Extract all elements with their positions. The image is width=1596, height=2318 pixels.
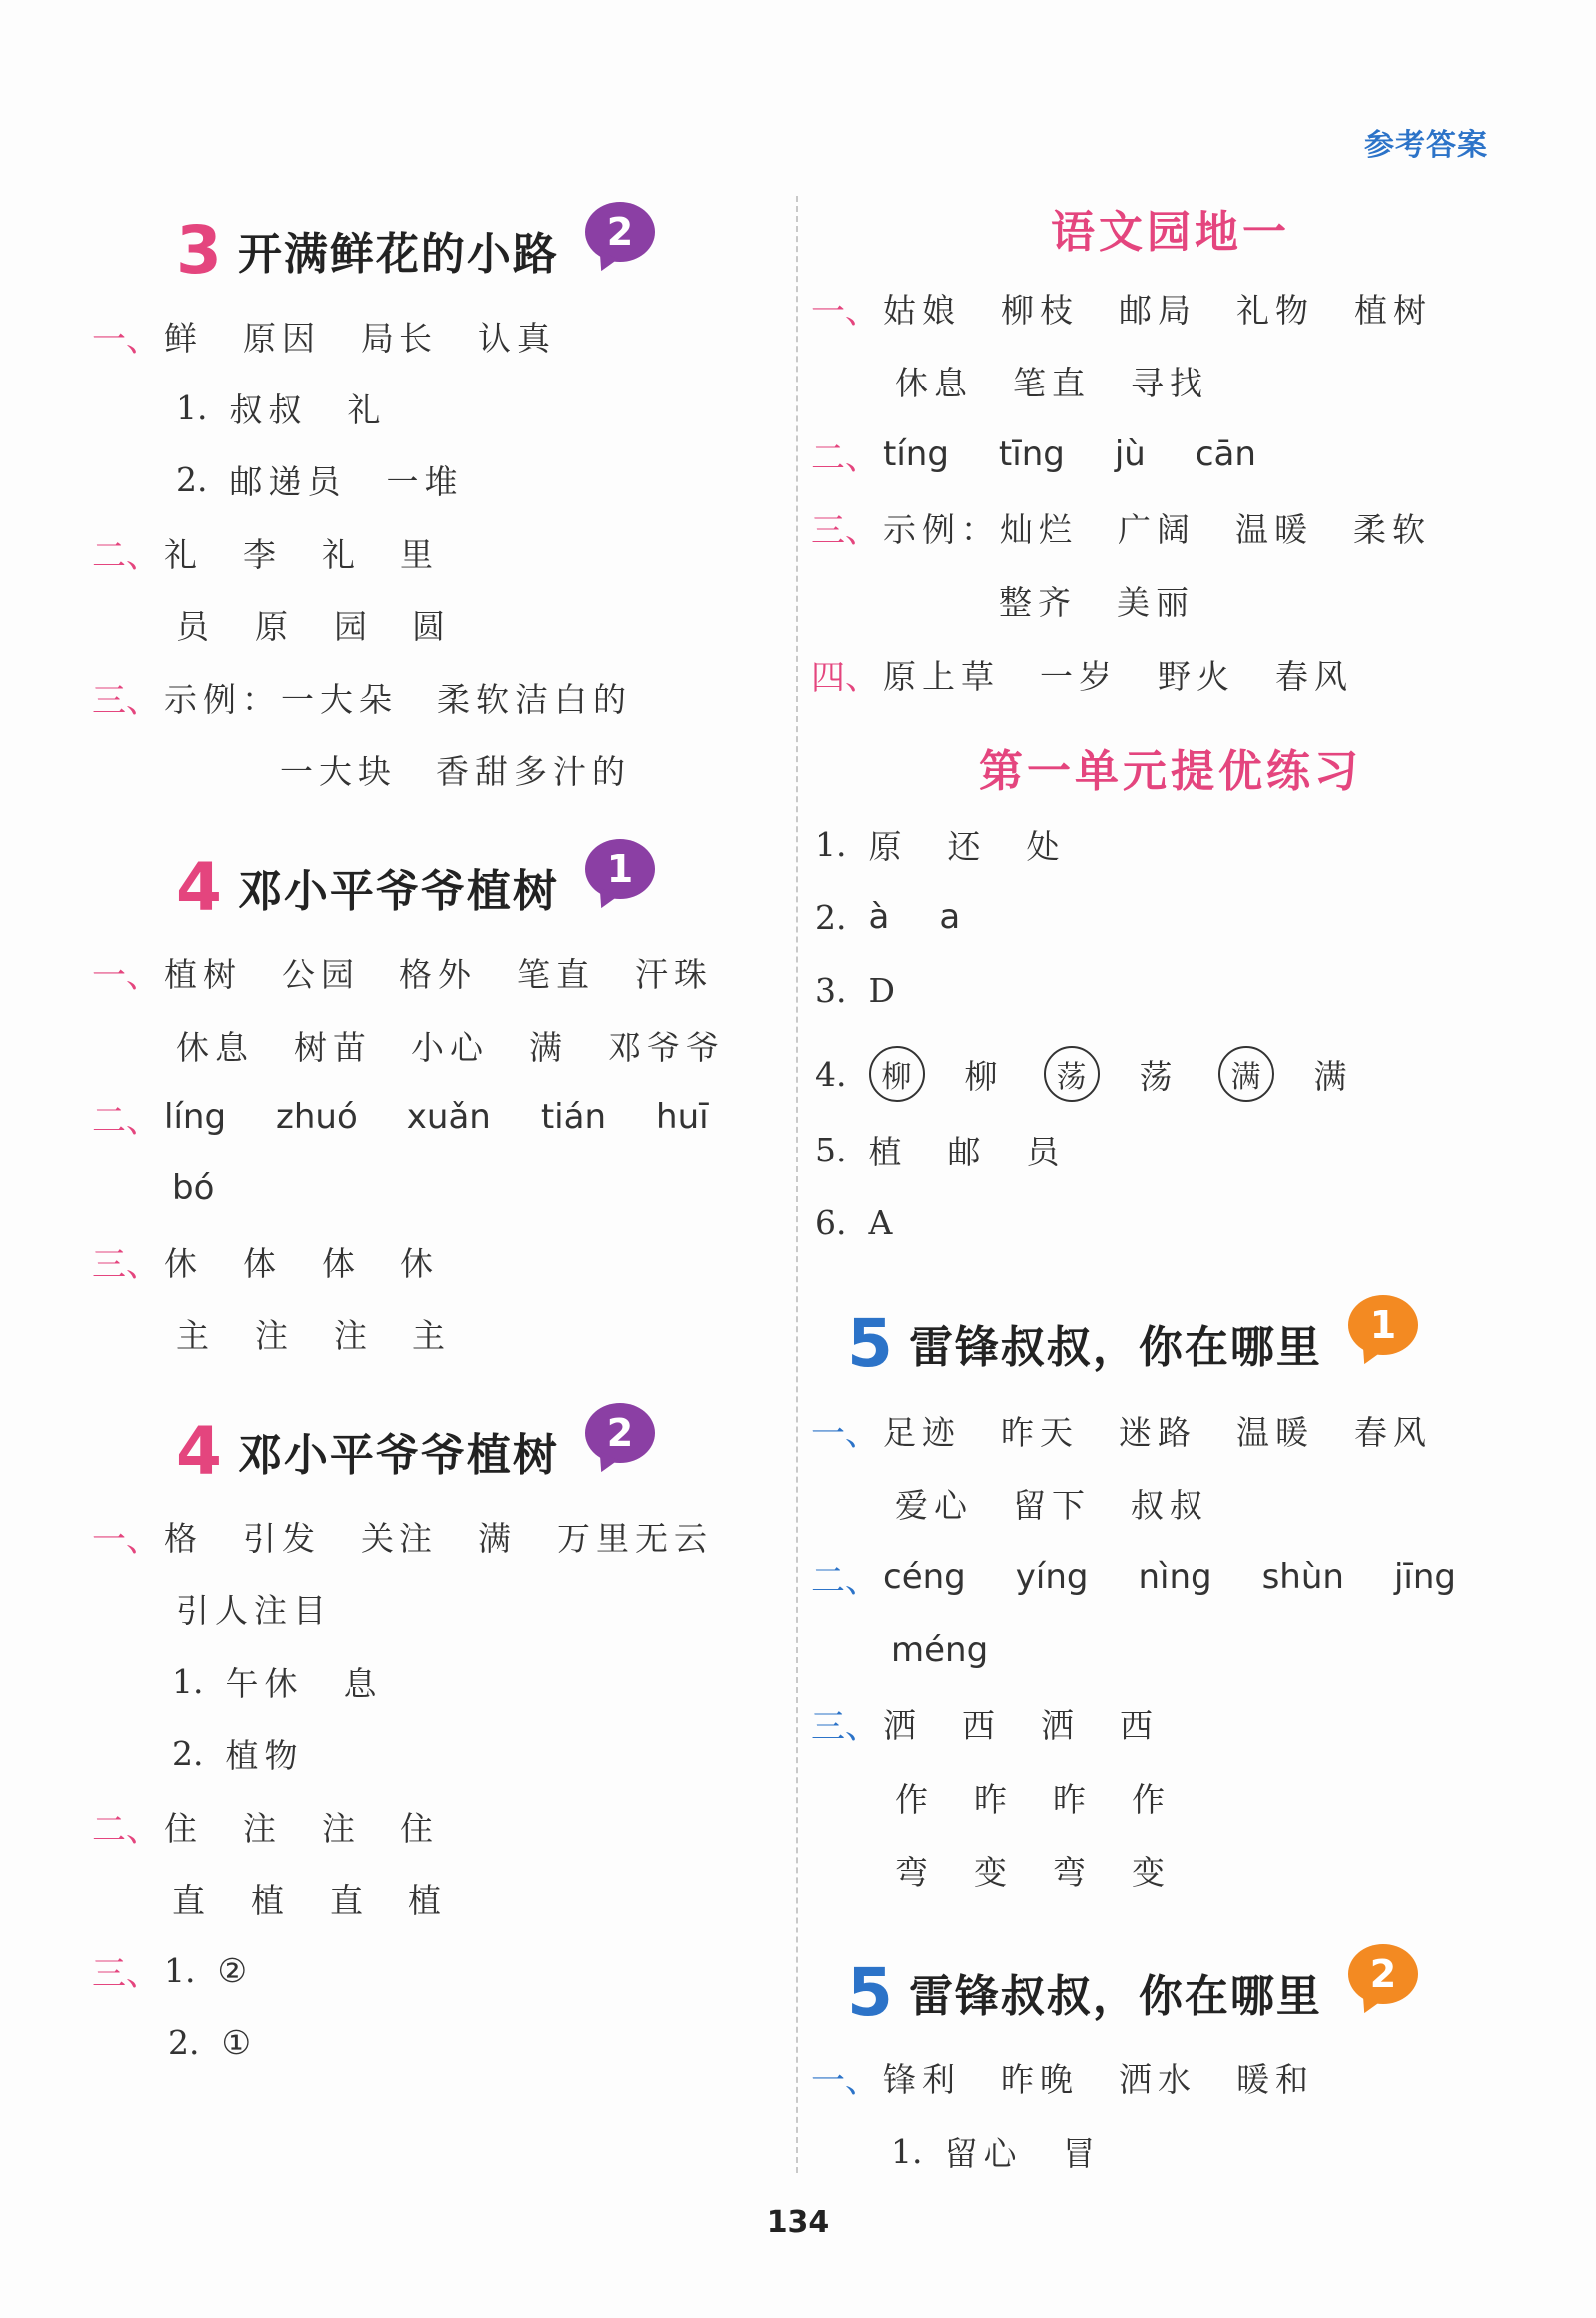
answer-item: 植树 bbox=[164, 954, 242, 994]
answer-item: 植树 bbox=[1354, 290, 1432, 330]
answer-item: 植 bbox=[251, 1880, 290, 1920]
pinyin-item: xuǎn bbox=[406, 1097, 491, 1137]
circled-character: 荡 bbox=[1044, 1046, 1100, 1102]
answer-item: 西 bbox=[962, 1705, 1001, 1745]
answer-item: 格 bbox=[164, 1518, 203, 1558]
answer-item: 局长 bbox=[361, 318, 438, 358]
pinyin-item: shùn bbox=[1261, 1557, 1344, 1597]
circled-character: 柳 bbox=[869, 1046, 925, 1102]
answer-item: 香甜多汁的 bbox=[436, 751, 631, 791]
answer-item: 引人注目 bbox=[176, 1590, 332, 1630]
answer-item: 万里无云 bbox=[557, 1518, 713, 1558]
pinyin-item: bó bbox=[172, 1168, 215, 1208]
lesson-title-4-2 bbox=[176, 1411, 655, 1491]
section-mark: 二、 bbox=[92, 1809, 160, 1850]
answer-row bbox=[92, 1511, 753, 1561]
answer-row bbox=[172, 1873, 487, 1923]
page-header-label: 参考答案 bbox=[1364, 128, 1488, 163]
lesson-number: 4 bbox=[176, 1412, 222, 1490]
answer-item: 体 bbox=[322, 1243, 361, 1283]
answer-item: A bbox=[868, 1202, 899, 1242]
answer-item: 昨晚 bbox=[1001, 2059, 1079, 2099]
answer-item: 礼 bbox=[347, 389, 387, 429]
answer-item: 认真 bbox=[478, 318, 556, 358]
answer-item: 笔直 bbox=[1013, 363, 1091, 402]
answer-row bbox=[815, 819, 1106, 869]
answer-item: 一岁 bbox=[1040, 656, 1118, 696]
answer-item: 邮递员 bbox=[229, 461, 347, 501]
answer-row bbox=[92, 1092, 759, 1142]
answer-item: 直 bbox=[172, 1880, 211, 1920]
pinyin-item: cān bbox=[1195, 434, 1256, 474]
lesson-number: 4 bbox=[176, 848, 222, 926]
answer-item: 变 bbox=[1132, 1852, 1171, 1892]
answer-item: 留下 bbox=[1013, 1485, 1091, 1525]
answer-item: 原因 bbox=[243, 318, 321, 358]
answer-item: 洒 bbox=[1041, 1705, 1080, 1745]
answer-item: 笔直 bbox=[517, 954, 595, 994]
section-mark: 四、 bbox=[811, 657, 879, 698]
answer-item: 满 bbox=[1313, 1056, 1353, 1096]
answer-item: 圆 bbox=[412, 606, 451, 646]
section-mark: 一、 bbox=[92, 1519, 160, 1560]
answer-item: 员 bbox=[1026, 1132, 1066, 1171]
item-number: 6. bbox=[815, 1202, 847, 1242]
answer-item: 注 bbox=[255, 1315, 294, 1355]
answer-item: 原 bbox=[868, 826, 908, 866]
answer-item: 柳 bbox=[964, 1056, 1004, 1096]
answer-item: 昨天 bbox=[1001, 1412, 1079, 1452]
answer-row bbox=[895, 356, 1248, 405]
level-badge: 2 bbox=[585, 1403, 655, 1463]
answer-item: 休息 bbox=[895, 363, 973, 402]
section-mark: 三、 bbox=[92, 1244, 160, 1285]
section-mark: 一、 bbox=[811, 291, 879, 332]
answer-item: 植物 bbox=[225, 1735, 304, 1775]
answer-row bbox=[891, 2126, 1142, 2176]
item-number: 4. bbox=[815, 1054, 847, 1094]
answer-item: 西 bbox=[1120, 1705, 1159, 1745]
answer-item: 体 bbox=[243, 1243, 282, 1283]
answer-row bbox=[92, 1945, 293, 1995]
pinyin-item: jù bbox=[1114, 434, 1146, 474]
answer-item: 直 bbox=[330, 1880, 369, 1920]
answer-row bbox=[811, 502, 1471, 552]
answer-row bbox=[92, 1801, 479, 1851]
lesson-title-5-1 bbox=[847, 1303, 1418, 1383]
answer-item: 格外 bbox=[399, 954, 477, 994]
answer-item: 员 bbox=[176, 606, 215, 646]
answer-item: 休 bbox=[400, 1243, 439, 1283]
pinyin-item: líng bbox=[164, 1097, 227, 1137]
answer-item: 主 bbox=[176, 1315, 215, 1355]
answer-item: 昨 bbox=[1053, 1779, 1092, 1819]
answer-row bbox=[176, 1020, 765, 1070]
item-number: 3. bbox=[815, 970, 847, 1010]
answer-row bbox=[815, 1125, 1106, 1174]
answer-item: 春风 bbox=[1275, 656, 1353, 696]
answer-row bbox=[280, 744, 671, 794]
level-badge: 2 bbox=[585, 202, 655, 262]
answer-item: 柔软洁白的 bbox=[437, 679, 632, 719]
answer-item: 足迹 bbox=[883, 1412, 961, 1452]
section-mark: 三、 bbox=[92, 1953, 160, 1994]
answer-item: 一堆 bbox=[386, 461, 464, 501]
answer-item: 昨 bbox=[974, 1779, 1013, 1819]
answer-row bbox=[176, 1308, 491, 1358]
answer-item: 广阔 bbox=[1118, 509, 1196, 549]
answer-item: 暖和 bbox=[1236, 2059, 1314, 2099]
item-number: 2. bbox=[168, 2022, 200, 2062]
pinyin-item: méng bbox=[891, 1630, 989, 1670]
pinyin-item: zhuó bbox=[276, 1097, 358, 1137]
answer-item: 柔软 bbox=[1353, 509, 1431, 549]
answer-item: 公园 bbox=[282, 954, 360, 994]
answer-row bbox=[811, 2052, 1354, 2102]
section-mark: 二、 bbox=[92, 535, 160, 576]
section-mark: 二、 bbox=[92, 1100, 160, 1141]
answer-item: 邓爷爷 bbox=[608, 1027, 725, 1067]
level-badge: 2 bbox=[1348, 1944, 1418, 2004]
answer-item: D bbox=[868, 970, 901, 1010]
answer-row bbox=[176, 383, 426, 432]
item-number: 1. bbox=[164, 1950, 196, 1990]
answer-item: 注 bbox=[322, 1808, 361, 1848]
section-mark: 一、 bbox=[92, 955, 160, 996]
section-title-unit: 第一单元提优练习 bbox=[979, 746, 1362, 797]
item-number: 2. bbox=[172, 1733, 204, 1773]
pinyin-item: tián bbox=[540, 1097, 607, 1137]
pinyin-item: a bbox=[939, 897, 961, 937]
answer-item: 洒水 bbox=[1119, 2059, 1197, 2099]
answer-item: 温暖 bbox=[1235, 509, 1313, 549]
section-mark: 一、 bbox=[92, 319, 160, 360]
answer-item: 礼 bbox=[164, 534, 203, 574]
answer-item: 原 bbox=[255, 606, 294, 646]
answer-item: 邮局 bbox=[1119, 290, 1197, 330]
answer-item: 里 bbox=[400, 534, 439, 574]
answer-item: 午休 bbox=[225, 1663, 304, 1703]
answer-row bbox=[92, 1236, 479, 1286]
item-number: 2. bbox=[176, 459, 208, 499]
answer-item: 姑娘 bbox=[883, 290, 961, 330]
answer-row bbox=[811, 283, 1472, 333]
section-mark: 一、 bbox=[811, 2060, 879, 2101]
answer-item: 柳枝 bbox=[1001, 290, 1079, 330]
answer-row bbox=[999, 575, 1234, 625]
answer-item: 注 bbox=[334, 1315, 373, 1355]
lesson-number: 3 bbox=[176, 211, 222, 289]
answer-item: ① bbox=[221, 2022, 258, 2062]
page-number: 134 bbox=[766, 2205, 830, 2240]
answer-item: 一大块 bbox=[280, 751, 397, 791]
answer-item: 小心 bbox=[411, 1027, 489, 1067]
answer-item: 爱心 bbox=[895, 1485, 973, 1525]
answer-row bbox=[811, 649, 1393, 699]
answer-item: 礼 bbox=[322, 534, 361, 574]
answer-item: 示例：一大朵 bbox=[164, 679, 398, 719]
answer-row bbox=[815, 892, 1010, 942]
pinyin-item: yíng bbox=[1015, 1557, 1089, 1597]
lesson-number: 5 bbox=[847, 1304, 893, 1382]
lesson-name: 邓小平爷爷植树 bbox=[237, 1430, 559, 1481]
answer-item: 住 bbox=[164, 1808, 203, 1848]
answer-item: 树苗 bbox=[294, 1027, 372, 1067]
answer-item: 整齐 bbox=[999, 582, 1077, 622]
answer-item: 引发 bbox=[243, 1518, 321, 1558]
item-number: 2. bbox=[815, 897, 847, 937]
answer-row bbox=[172, 1728, 344, 1778]
answer-item: 主 bbox=[412, 1315, 451, 1355]
answer-item: 叔叔 bbox=[229, 389, 308, 429]
answer-item: 留心 bbox=[944, 2133, 1023, 2173]
answer-row bbox=[92, 947, 753, 997]
section-mark: 三、 bbox=[92, 680, 160, 721]
answer-row bbox=[895, 1772, 1210, 1822]
circled-character: 满 bbox=[1218, 1046, 1274, 1102]
answer-row bbox=[176, 599, 491, 649]
answer-row bbox=[815, 965, 941, 1015]
answer-item: 息 bbox=[343, 1663, 383, 1703]
lesson-title-3-2 bbox=[176, 210, 655, 290]
answer-item: 休息 bbox=[176, 1027, 254, 1067]
column-divider bbox=[796, 196, 798, 2173]
answer-row bbox=[168, 2017, 297, 2067]
answer-item: ② bbox=[217, 1950, 254, 1990]
pinyin-item: huī bbox=[656, 1097, 709, 1137]
answer-item: 注 bbox=[243, 1808, 282, 1848]
answer-item: 春风 bbox=[1354, 1412, 1432, 1452]
answer-item: 野火 bbox=[1158, 656, 1235, 696]
answer-row bbox=[172, 1163, 264, 1213]
answer-item: 李 bbox=[243, 534, 282, 574]
lesson-name: 开满鲜花的小路 bbox=[237, 229, 559, 280]
section-mark: 三、 bbox=[811, 1706, 879, 1747]
answer-row bbox=[92, 311, 596, 361]
lesson-title-4-1 bbox=[176, 847, 655, 927]
answer-row bbox=[891, 1625, 1038, 1675]
answer-item: 植 bbox=[408, 1880, 447, 1920]
pinyin-item: à bbox=[868, 897, 890, 937]
pinyin-item: tīng bbox=[998, 434, 1065, 474]
answer-item: 满 bbox=[478, 1518, 517, 1558]
section-mark: 二、 bbox=[811, 1560, 879, 1601]
level-badge: 1 bbox=[585, 839, 655, 899]
lesson-name: 邓小平爷爷植树 bbox=[237, 866, 559, 917]
answer-item: 植 bbox=[868, 1132, 908, 1171]
lesson-number: 5 bbox=[847, 1953, 893, 2031]
answer-row bbox=[895, 1478, 1248, 1528]
answer-row bbox=[815, 1197, 938, 1247]
lesson-name: 雷锋叔叔，你在哪里 bbox=[908, 1322, 1322, 1373]
answer-item: 鲜 bbox=[164, 318, 203, 358]
answer-item: 荡 bbox=[1139, 1056, 1179, 1096]
item-number: 5. bbox=[815, 1130, 847, 1169]
answer-item: 变 bbox=[974, 1852, 1013, 1892]
answer-row bbox=[176, 1583, 372, 1633]
answer-item: 园 bbox=[334, 606, 373, 646]
lesson-name: 雷锋叔叔，你在哪里 bbox=[908, 1971, 1322, 2022]
answer-row bbox=[92, 527, 479, 577]
item-number: 1. bbox=[176, 387, 208, 427]
answer-item: 邮 bbox=[947, 1132, 987, 1171]
item-number: 1. bbox=[172, 1661, 204, 1701]
answer-row bbox=[811, 1405, 1472, 1455]
answer-item: 还 bbox=[947, 826, 987, 866]
item-number: 1. bbox=[891, 2131, 923, 2171]
answer-item: 冒 bbox=[1062, 2133, 1102, 2173]
answer-item: 关注 bbox=[361, 1518, 438, 1558]
answer-item: 锋利 bbox=[883, 2059, 961, 2099]
pinyin-item: céng bbox=[883, 1557, 966, 1597]
answer-item: 礼物 bbox=[1236, 290, 1314, 330]
answer-item: 原上草 bbox=[883, 656, 1000, 696]
answer-row bbox=[811, 1698, 1198, 1748]
answer-item: 汗珠 bbox=[635, 954, 713, 994]
section-mark: 一、 bbox=[811, 1413, 879, 1454]
lesson-title-5-2 bbox=[847, 1952, 1418, 2032]
answer-item: 弯 bbox=[1053, 1852, 1092, 1892]
answer-item: 作 bbox=[1132, 1779, 1171, 1819]
answer-item: 作 bbox=[895, 1779, 934, 1819]
pinyin-item: jīng bbox=[1393, 1557, 1456, 1597]
answer-item: 温暖 bbox=[1236, 1412, 1314, 1452]
section-mark: 三、 bbox=[811, 510, 879, 551]
answer-item: 叔叔 bbox=[1131, 1485, 1208, 1525]
answer-row bbox=[811, 429, 1306, 479]
answer-row bbox=[176, 454, 504, 504]
answer-item: 住 bbox=[400, 1808, 439, 1848]
answer-item: 处 bbox=[1026, 826, 1066, 866]
item-number: 1. bbox=[815, 824, 847, 864]
answer-item: 满 bbox=[529, 1027, 568, 1067]
answer-item: 示例：灿烂 bbox=[883, 509, 1078, 549]
level-badge: 1 bbox=[1348, 1295, 1418, 1355]
pinyin-item: tíng bbox=[883, 434, 949, 474]
section-mark: 二、 bbox=[811, 437, 879, 478]
answer-item: 休 bbox=[164, 1243, 203, 1283]
answer-item: 迷路 bbox=[1119, 1412, 1197, 1452]
answer-row bbox=[172, 1656, 422, 1706]
answer-item: 寻找 bbox=[1131, 363, 1208, 402]
section-title-garden: 语文园地一 bbox=[1051, 207, 1290, 258]
answer-item: 美丽 bbox=[1117, 582, 1195, 622]
answer-row bbox=[92, 672, 672, 722]
answer-item: 弯 bbox=[895, 1852, 934, 1892]
answer-row bbox=[815, 1044, 1393, 1104]
answer-item: 洒 bbox=[883, 1705, 922, 1745]
answer-row bbox=[895, 1845, 1210, 1895]
answer-row bbox=[811, 1552, 1506, 1602]
pinyin-item: nìng bbox=[1138, 1557, 1212, 1597]
